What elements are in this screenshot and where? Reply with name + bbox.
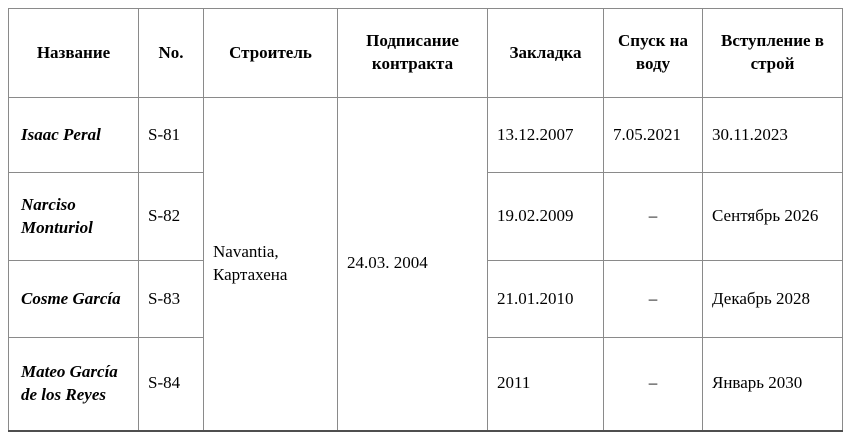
cell-hull-number: S-83 [139,261,204,338]
cell-hull-number: S-82 [139,173,204,261]
header-commissioned: Вступление в строй [703,9,843,98]
header-launched: Спуск на воду [604,9,703,98]
cell-ship-name: Cosme García [9,261,139,338]
cell-launched: – [604,261,703,338]
cell-hull-number: S-81 [139,98,204,173]
cell-launched: 7.05.2021 [604,98,703,173]
cell-laid-down: 21.01.2010 [488,261,604,338]
cell-ship-name: Mateo García de los Reyes [9,338,139,431]
cell-laid-down: 13.12.2007 [488,98,604,173]
cell-launched: – [604,338,703,431]
cell-contract-date: 24.03. 2004 [338,98,488,431]
header-contract: Подписание контракта [338,9,488,98]
cell-builder: Navantia, Картахена [204,98,338,431]
header-number: No. [139,9,204,98]
cell-commissioned: Январь 2030 [703,338,843,431]
cell-ship-name: Narciso Monturiol [9,173,139,261]
cell-laid-down: 2011 [488,338,604,431]
cell-commissioned: 30.11.2023 [703,98,843,173]
cell-launched: – [604,173,703,261]
cell-hull-number: S-84 [139,338,204,431]
table-row [9,98,843,173]
cell-commissioned: Сентябрь 2026 [703,173,843,261]
header-laid-down: Закладка [488,9,604,98]
cell-laid-down: 19.02.2009 [488,173,604,261]
header-row [9,9,843,98]
cell-commissioned: Декабрь 2028 [703,261,843,338]
cell-ship-name: Isaac Peral [9,98,139,173]
submarines-table [8,8,843,432]
header-name: Название [9,9,139,98]
header-builder: Строитель [204,9,338,98]
